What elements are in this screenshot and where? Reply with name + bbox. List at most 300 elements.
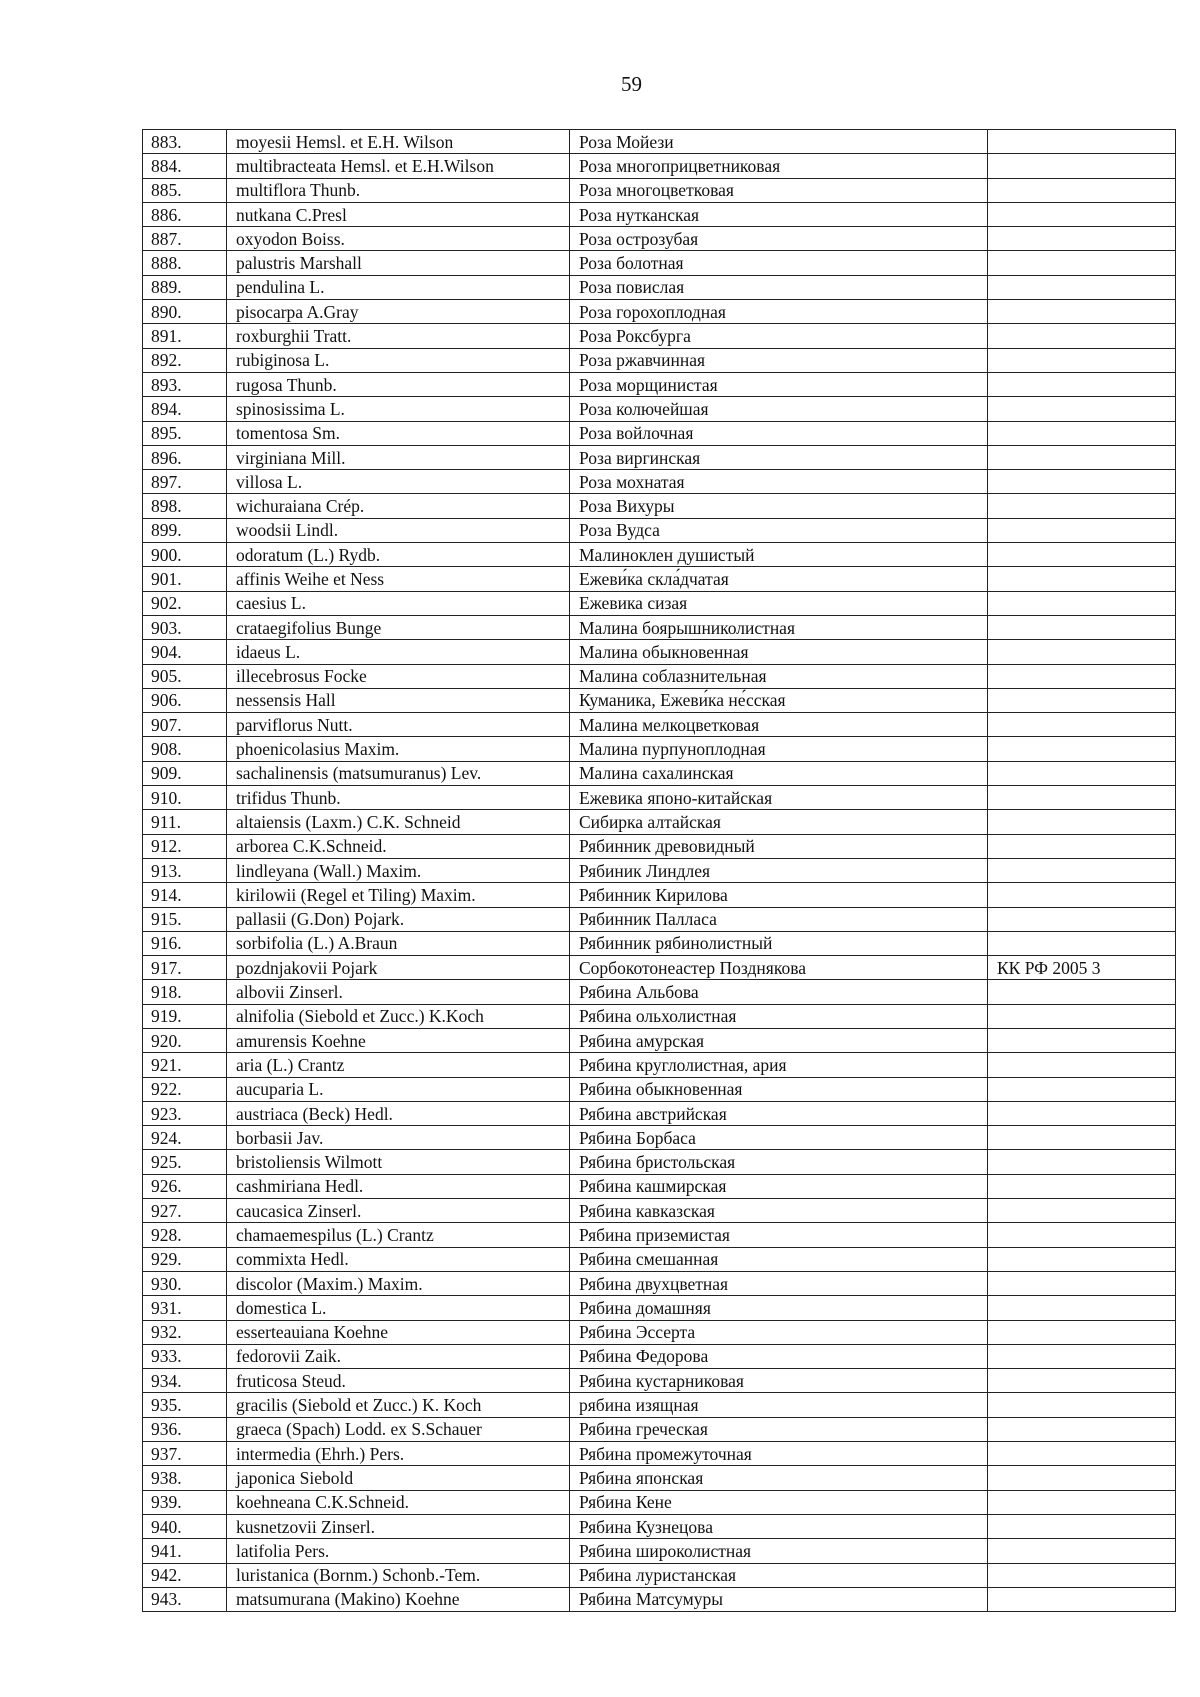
latin-name-cell: kirilowii (Regel et Tiling) Maxim.	[227, 883, 570, 907]
row-number-cell: 934.	[143, 1369, 227, 1393]
russian-name-cell: Рябина смешанная	[570, 1247, 988, 1271]
note-cell	[988, 1514, 1176, 1538]
table-row	[143, 1587, 1176, 1611]
note-cell	[988, 1101, 1176, 1125]
note-cell	[988, 1466, 1176, 1490]
russian-name-cell: Роза войлочная	[570, 421, 988, 445]
latin-name-cell: lindleyana (Wall.) Maxim.	[227, 858, 570, 882]
row-number-cell: 929.	[143, 1247, 227, 1271]
russian-name-cell: Рябина Матсумуры	[570, 1587, 988, 1611]
note-cell	[988, 1539, 1176, 1563]
latin-name-cell: graeca (Spach) Lodd. ex S.Schauer	[227, 1417, 570, 1441]
row-number-cell: 924.	[143, 1126, 227, 1150]
row-number-cell: 937.	[143, 1442, 227, 1466]
note-cell	[988, 1320, 1176, 1344]
note-cell	[988, 786, 1176, 810]
table-row	[143, 470, 1176, 494]
row-number-cell: 900.	[143, 543, 227, 567]
row-number-cell: 890.	[143, 300, 227, 324]
table-row	[143, 130, 1176, 154]
note-cell	[988, 1077, 1176, 1101]
latin-name-cell: pendulina L.	[227, 275, 570, 299]
table-row	[143, 227, 1176, 251]
latin-name-cell: odoratum (L.) Rydb.	[227, 543, 570, 567]
latin-name-cell: crataegifolius Bunge	[227, 615, 570, 639]
latin-name-cell: kusnetzovii Zinserl.	[227, 1514, 570, 1538]
russian-name-cell: Роза Мойези	[570, 130, 988, 154]
latin-name-cell: domestica L.	[227, 1296, 570, 1320]
row-number-cell: 928.	[143, 1223, 227, 1247]
russian-name-cell: Малина боярышниколистная	[570, 615, 988, 639]
russian-name-cell: Рябиник Линдлея	[570, 858, 988, 882]
latin-name-cell: intermedia (Ehrh.) Pers.	[227, 1442, 570, 1466]
row-number-cell: 899.	[143, 518, 227, 542]
latin-name-cell: altaiensis (Laxm.) C.K. Schneid	[227, 810, 570, 834]
russian-name-cell: Рябинник Кирилова	[570, 883, 988, 907]
note-cell	[988, 421, 1176, 445]
note-cell	[988, 688, 1176, 712]
row-number-cell: 922.	[143, 1077, 227, 1101]
note-cell	[988, 1417, 1176, 1441]
table-row	[143, 1101, 1176, 1125]
note-cell	[988, 1344, 1176, 1368]
latin-name-cell: oxyodon Boiss.	[227, 227, 570, 251]
latin-name-cell: luristanica (Bornm.) Schonb.-Tem.	[227, 1563, 570, 1587]
russian-name-cell: Рябинник древовидный	[570, 834, 988, 858]
russian-name-cell: Ежеви́ка скла́дчатая	[570, 567, 988, 591]
table-row	[143, 300, 1176, 324]
latin-name-cell: spinosissima L.	[227, 397, 570, 421]
table-row	[143, 858, 1176, 882]
note-cell	[988, 1150, 1176, 1174]
table-row	[143, 810, 1176, 834]
table-row	[143, 1271, 1176, 1295]
russian-name-cell: Роза Вихуры	[570, 494, 988, 518]
table-row	[143, 154, 1176, 178]
table-row	[143, 1514, 1176, 1538]
row-number-cell: 933.	[143, 1344, 227, 1368]
row-number-cell: 884.	[143, 154, 227, 178]
russian-name-cell: Ежевика сизая	[570, 591, 988, 615]
note-cell	[988, 1004, 1176, 1028]
note-cell	[988, 1199, 1176, 1223]
row-number-cell: 921.	[143, 1053, 227, 1077]
table-row	[143, 494, 1176, 518]
latin-name-cell: moyesii Hemsl. et E.H. Wilson	[227, 130, 570, 154]
note-cell	[988, 931, 1176, 955]
note-cell	[988, 834, 1176, 858]
note-cell	[988, 445, 1176, 469]
latin-name-cell: latifolia Pers.	[227, 1539, 570, 1563]
latin-name-cell: sorbifolia (L.) A.Braun	[227, 931, 570, 955]
row-number-cell: 917.	[143, 956, 227, 980]
latin-name-cell: multiflora Thunb.	[227, 178, 570, 202]
table-row	[143, 178, 1176, 202]
row-number-cell: 889.	[143, 275, 227, 299]
note-cell	[988, 1223, 1176, 1247]
note-cell	[988, 664, 1176, 688]
russian-name-cell: Роза ржавчинная	[570, 348, 988, 372]
table-row	[143, 591, 1176, 615]
table-row	[143, 1393, 1176, 1417]
row-number-cell: 887.	[143, 227, 227, 251]
latin-name-cell: sachalinensis (matsumuranus) Lev.	[227, 761, 570, 785]
latin-name-cell: idaeus L.	[227, 640, 570, 664]
note-cell	[988, 1563, 1176, 1587]
row-number-cell: 883.	[143, 130, 227, 154]
latin-name-cell: affinis Weihe et Ness	[227, 567, 570, 591]
row-number-cell: 915.	[143, 907, 227, 931]
note-cell	[988, 1174, 1176, 1198]
russian-name-cell: Рябинник Палласа	[570, 907, 988, 931]
row-number-cell: 910.	[143, 786, 227, 810]
species-table	[142, 129, 1176, 1612]
latin-name-cell: cashmiriana Hedl.	[227, 1174, 570, 1198]
note-cell	[988, 1442, 1176, 1466]
row-number-cell: 923.	[143, 1101, 227, 1125]
table-row	[143, 786, 1176, 810]
latin-name-cell: villosa L.	[227, 470, 570, 494]
russian-name-cell: Рябина амурская	[570, 1028, 988, 1052]
latin-name-cell: fruticosa Steud.	[227, 1369, 570, 1393]
row-number-cell: 932.	[143, 1320, 227, 1344]
table-row	[143, 1004, 1176, 1028]
row-number-cell: 930.	[143, 1271, 227, 1295]
russian-name-cell: Рябина греческая	[570, 1417, 988, 1441]
russian-name-cell: Роза виргинская	[570, 445, 988, 469]
page-number: 59	[621, 72, 642, 96]
table-row	[143, 664, 1176, 688]
row-number-cell: 942.	[143, 1563, 227, 1587]
russian-name-cell: Рябина кавказская	[570, 1199, 988, 1223]
russian-name-cell: Малина сахалинская	[570, 761, 988, 785]
russian-name-cell: Роза нутканская	[570, 202, 988, 226]
russian-name-cell: Роза многоцветковая	[570, 178, 988, 202]
note-cell	[988, 275, 1176, 299]
latin-name-cell: discolor (Maxim.) Maxim.	[227, 1271, 570, 1295]
note-cell	[988, 130, 1176, 154]
row-number-cell: 898.	[143, 494, 227, 518]
note-cell	[988, 372, 1176, 396]
note-cell	[988, 615, 1176, 639]
row-number-cell: 926.	[143, 1174, 227, 1198]
species-table-body	[143, 130, 1176, 1612]
russian-name-cell: Малиноклен душистый	[570, 543, 988, 567]
latin-name-cell: rugosa Thunb.	[227, 372, 570, 396]
note-cell	[988, 470, 1176, 494]
russian-name-cell: Рябина приземистая	[570, 1223, 988, 1247]
latin-name-cell: fedorovii Zaik.	[227, 1344, 570, 1368]
row-number-cell: 892.	[143, 348, 227, 372]
row-number-cell: 902.	[143, 591, 227, 615]
russian-name-cell: Рябина Борбаса	[570, 1126, 988, 1150]
row-number-cell: 918.	[143, 980, 227, 1004]
table-row	[143, 883, 1176, 907]
russian-name-cell: Рябина бристольская	[570, 1150, 988, 1174]
table-row	[143, 372, 1176, 396]
russian-name-cell: Роза Роксбурга	[570, 324, 988, 348]
latin-name-cell: nessensis Hall	[227, 688, 570, 712]
row-number-cell: 896.	[143, 445, 227, 469]
russian-name-cell: Рябина луристанская	[570, 1563, 988, 1587]
table-row	[143, 713, 1176, 737]
russian-name-cell: Рябина кашмирская	[570, 1174, 988, 1198]
russian-name-cell: Рябина Кене	[570, 1490, 988, 1514]
row-number-cell: 913.	[143, 858, 227, 882]
table-row	[143, 1417, 1176, 1441]
latin-name-cell: aria (L.) Crantz	[227, 1053, 570, 1077]
note-cell	[988, 1247, 1176, 1271]
row-number-cell: 901.	[143, 567, 227, 591]
table-row	[143, 397, 1176, 421]
table-row	[143, 445, 1176, 469]
table-row	[143, 1077, 1176, 1101]
latin-name-cell: multibracteata Hemsl. et E.H.Wilson	[227, 154, 570, 178]
table-row	[143, 1053, 1176, 1077]
latin-name-cell: commixta Hedl.	[227, 1247, 570, 1271]
latin-name-cell: virginiana Mill.	[227, 445, 570, 469]
note-cell	[988, 1271, 1176, 1295]
note-cell	[988, 494, 1176, 518]
latin-name-cell: alnifolia (Siebold et Zucc.) K.Koch	[227, 1004, 570, 1028]
row-number-cell: 925.	[143, 1150, 227, 1174]
table-row	[143, 907, 1176, 931]
table-row	[143, 1490, 1176, 1514]
latin-name-cell: chamaemespilus (L.) Crantz	[227, 1223, 570, 1247]
table-row	[143, 1369, 1176, 1393]
note-cell	[988, 543, 1176, 567]
row-number-cell: 940.	[143, 1514, 227, 1538]
note-cell	[988, 1028, 1176, 1052]
note-cell	[988, 713, 1176, 737]
table-row	[143, 1466, 1176, 1490]
row-number-cell: 907.	[143, 713, 227, 737]
table-row	[143, 421, 1176, 445]
russian-name-cell: Рябина Эссерта	[570, 1320, 988, 1344]
russian-name-cell: Роза болотная	[570, 251, 988, 275]
note-cell	[988, 761, 1176, 785]
table-row	[143, 688, 1176, 712]
latin-name-cell: palustris Marshall	[227, 251, 570, 275]
latin-name-cell: wichuraiana Crép.	[227, 494, 570, 518]
russian-name-cell: Роза Вудса	[570, 518, 988, 542]
note-cell	[988, 858, 1176, 882]
note-cell	[988, 1126, 1176, 1150]
table-row	[143, 1247, 1176, 1271]
table-row	[143, 1174, 1176, 1198]
latin-name-cell: pozdnjakovii Pojark	[227, 956, 570, 980]
latin-name-cell: pisocarpa A.Gray	[227, 300, 570, 324]
table-row	[143, 1126, 1176, 1150]
latin-name-cell: japonica Siebold	[227, 1466, 570, 1490]
latin-name-cell: matsumurana (Makino) Koehne	[227, 1587, 570, 1611]
russian-name-cell: Роза повислая	[570, 275, 988, 299]
note-cell	[988, 1393, 1176, 1417]
table-row	[143, 1028, 1176, 1052]
note-cell	[988, 227, 1176, 251]
russian-name-cell: Рябина круглолистная, ария	[570, 1053, 988, 1077]
table-row	[143, 834, 1176, 858]
latin-name-cell: caucasica Zinserl.	[227, 1199, 570, 1223]
row-number-cell: 909.	[143, 761, 227, 785]
row-number-cell: 943.	[143, 1587, 227, 1611]
note-cell	[988, 324, 1176, 348]
table-row	[143, 615, 1176, 639]
note-cell	[988, 1053, 1176, 1077]
table-row	[143, 251, 1176, 275]
note-cell	[988, 591, 1176, 615]
latin-name-cell: tomentosa Sm.	[227, 421, 570, 445]
russian-name-cell: Роза морщинистая	[570, 372, 988, 396]
row-number-cell: 927.	[143, 1199, 227, 1223]
latin-name-cell: amurensis Koehne	[227, 1028, 570, 1052]
row-number-cell: 935.	[143, 1393, 227, 1417]
note-cell	[988, 397, 1176, 421]
latin-name-cell: parviflorus Nutt.	[227, 713, 570, 737]
row-number-cell: 885.	[143, 178, 227, 202]
table-row	[143, 640, 1176, 664]
latin-name-cell: roxburghii Tratt.	[227, 324, 570, 348]
russian-name-cell: Рябина широколистная	[570, 1539, 988, 1563]
note-cell	[988, 883, 1176, 907]
russian-name-cell: Малина мелкоцветковая	[570, 713, 988, 737]
latin-name-cell: arborea C.K.Schneid.	[227, 834, 570, 858]
russian-name-cell: Сибирка алтайская	[570, 810, 988, 834]
russian-name-cell: рябина изящная	[570, 1393, 988, 1417]
note-cell	[988, 907, 1176, 931]
table-row	[143, 1563, 1176, 1587]
row-number-cell: 936.	[143, 1417, 227, 1441]
latin-name-cell: albovii Zinserl.	[227, 980, 570, 1004]
russian-name-cell: Роза колючейшая	[570, 397, 988, 421]
russian-name-cell: Рябина японская	[570, 1466, 988, 1490]
row-number-cell: 941.	[143, 1539, 227, 1563]
row-number-cell: 912.	[143, 834, 227, 858]
row-number-cell: 893.	[143, 372, 227, 396]
latin-name-cell: aucuparia L.	[227, 1077, 570, 1101]
row-number-cell: 908.	[143, 737, 227, 761]
latin-name-cell: caesius L.	[227, 591, 570, 615]
russian-name-cell: Сорбокотонеастер Позднякова	[570, 956, 988, 980]
russian-name-cell: Роза острозубая	[570, 227, 988, 251]
latin-name-cell: borbasii Jav.	[227, 1126, 570, 1150]
row-number-cell: 903.	[143, 615, 227, 639]
row-number-cell: 914.	[143, 883, 227, 907]
latin-name-cell: woodsii Lindl.	[227, 518, 570, 542]
russian-name-cell: Рябина кустарниковая	[570, 1369, 988, 1393]
latin-name-cell: austriaca (Beck) Hedl.	[227, 1101, 570, 1125]
russian-name-cell: Рябинник рябинолистный	[570, 931, 988, 955]
russian-name-cell: Малина пурпуноплодная	[570, 737, 988, 761]
row-number-cell: 931.	[143, 1296, 227, 1320]
note-cell	[988, 980, 1176, 1004]
table-row	[143, 1199, 1176, 1223]
latin-name-cell: koehneana C.K.Schneid.	[227, 1490, 570, 1514]
latin-name-cell: illecebrosus Focke	[227, 664, 570, 688]
table-row	[143, 761, 1176, 785]
latin-name-cell: bristoliensis Wilmott	[227, 1150, 570, 1174]
row-number-cell: 886.	[143, 202, 227, 226]
table-row	[143, 1344, 1176, 1368]
row-number-cell: 938.	[143, 1466, 227, 1490]
row-number-cell: 920.	[143, 1028, 227, 1052]
row-number-cell: 895.	[143, 421, 227, 445]
note-cell	[988, 810, 1176, 834]
note-cell	[988, 300, 1176, 324]
note-cell	[988, 202, 1176, 226]
note-cell	[988, 251, 1176, 275]
note-cell: КК РФ 2005 3	[988, 956, 1176, 980]
russian-name-cell: Рябина ольхолистная	[570, 1004, 988, 1028]
russian-name-cell: Малина соблазнительная	[570, 664, 988, 688]
note-cell	[988, 1587, 1176, 1611]
russian-name-cell: Рябина Альбова	[570, 980, 988, 1004]
note-cell	[988, 178, 1176, 202]
table-row	[143, 1539, 1176, 1563]
russian-name-cell: Рябина домашняя	[570, 1296, 988, 1320]
note-cell	[988, 154, 1176, 178]
latin-name-cell: trifidus Thunb.	[227, 786, 570, 810]
table-row	[143, 543, 1176, 567]
note-cell	[988, 567, 1176, 591]
note-cell	[988, 1296, 1176, 1320]
row-number-cell: 888.	[143, 251, 227, 275]
row-number-cell: 897.	[143, 470, 227, 494]
note-cell	[988, 348, 1176, 372]
latin-name-cell: pallasii (G.Don) Pojark.	[227, 907, 570, 931]
row-number-cell: 891.	[143, 324, 227, 348]
russian-name-cell: Роза горохоплодная	[570, 300, 988, 324]
note-cell	[988, 737, 1176, 761]
row-number-cell: 894.	[143, 397, 227, 421]
table-row	[143, 1442, 1176, 1466]
table-row	[143, 348, 1176, 372]
latin-name-cell: esserteauiana Koehne	[227, 1320, 570, 1344]
row-number-cell: 939.	[143, 1490, 227, 1514]
table-row	[143, 1320, 1176, 1344]
row-number-cell: 905.	[143, 664, 227, 688]
table-row	[143, 324, 1176, 348]
table-row	[143, 202, 1176, 226]
table-row	[143, 737, 1176, 761]
russian-name-cell: Роза мохнатая	[570, 470, 988, 494]
latin-name-cell: rubiginosa L.	[227, 348, 570, 372]
row-number-cell: 911.	[143, 810, 227, 834]
note-cell	[988, 1369, 1176, 1393]
latin-name-cell: nutkana C.Presl	[227, 202, 570, 226]
table-row	[143, 567, 1176, 591]
russian-name-cell: Ежевика японо-китайская	[570, 786, 988, 810]
russian-name-cell: Рябина Кузнецова	[570, 1514, 988, 1538]
table-row	[143, 1296, 1176, 1320]
russian-name-cell: Куманика, Ежеви́ка не́сская	[570, 688, 988, 712]
table-row	[143, 980, 1176, 1004]
table-row	[143, 956, 1176, 980]
russian-name-cell: Рябина двухцветная	[570, 1271, 988, 1295]
latin-name-cell: gracilis (Siebold et Zucc.) K. Koch	[227, 1393, 570, 1417]
table-row	[143, 931, 1176, 955]
note-cell	[988, 1490, 1176, 1514]
table-row	[143, 1223, 1176, 1247]
note-cell	[988, 518, 1176, 542]
russian-name-cell: Рябина Федорова	[570, 1344, 988, 1368]
russian-name-cell: Рябина обыкновенная	[570, 1077, 988, 1101]
russian-name-cell: Малина обыкновенная	[570, 640, 988, 664]
row-number-cell: 916.	[143, 931, 227, 955]
row-number-cell: 919.	[143, 1004, 227, 1028]
russian-name-cell: Рябина австрийская	[570, 1101, 988, 1125]
note-cell	[988, 640, 1176, 664]
